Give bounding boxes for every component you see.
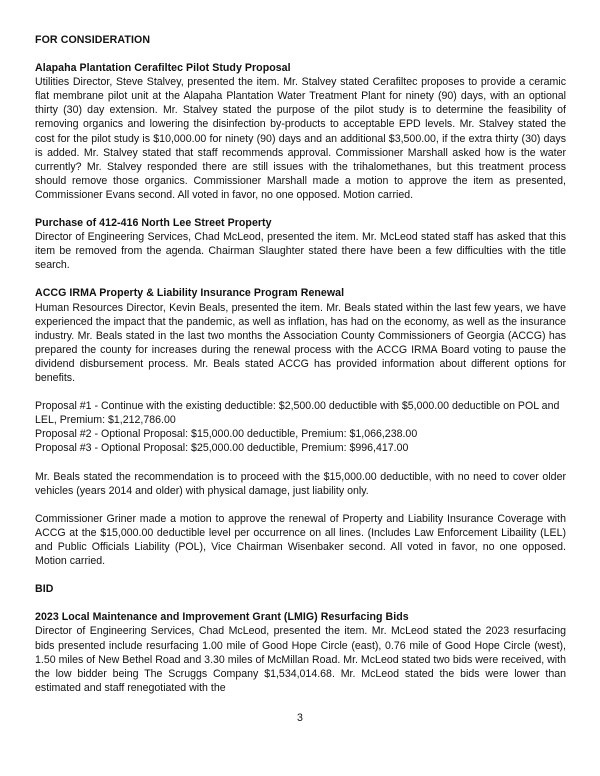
item-body-accg-irma-renewal: Human Resources Director, Kevin Beals, presented the item. Mr. Beals stated within the last few years, we have experienced the impact that the pandemic, as well as inflation, has had on the economy, as well as the insurance industry. Mr. Beals stated in the last two months the Association County Commissioners of Georgia (ACCG) has prepared the county for increases during the renewal process with the ACCG IRMA Board voting to pause the dividend disbursement process. Mr. Beals stated ACCG has provided information about different options for benefits. xyxy=(35,301,566,384)
section-heading-bid: BID xyxy=(35,583,54,596)
spacer xyxy=(35,456,566,470)
spacer xyxy=(35,272,566,286)
accg-irma-motion: Commissioner Griner made a motion to approve the renewal of Property and Liability Insurance Coverage with ACCG at the $15,000.00 deductible level per occurrence on all lines. (Includes Law Enforcement Libaility (LEL) and Public Officials Liability (POL), Vice Chairman Wisenbaker second. All voted in favor, no one opposed. Motion carried. xyxy=(35,512,566,568)
item-body-north-lee-street-property: Director of Engineering Services, Chad McLeod, presented the item. Mr. McLeod stated staff has asked that this item be removed from the agenda. Chairman Slaughter stated there have been a few difficulties with the title search. xyxy=(35,231,566,272)
item-body-alapaha-cerafiltec: Utilities Director, Steve Stalvey, presented the item. Mr. Stalvey stated Cerafiltec proposes to provide a ceramic flat membrane pilot unit at the Alapaha Plantation Water Treatment Plant for ninety (90) days, with an optional thirty (30) day extension. Mr. Stalvey stated the purpose of the pilot study is to determine the feasibility of removing organics and lowering the disinfection by-products to acceptable EPD levels. Mr. Stalvey stated the cost for the pilot study is $10,000.00 for ninety (90) days and an additional $3,500.00, if the extra thirty (30) days is added. Mr. Stalvey stated that staff recommends approval. Commissioner Marshall asked how is the water currently? Mr. Stalvey responded there are still issues with the trihalomethanes, but this treatment process should remove those organics. Commissioner Marshall made a motion to approve the item as presented, Commissioner Evans second. All voted in favor, no one opposed. Motion carried. xyxy=(35,76,566,201)
spacer xyxy=(35,385,566,399)
accg-irma-recommendation: Mr. Beals stated the recommendation is to proceed with the $15,000.00 deductible, with no need to cover older vehicles (years 2014 and older) with physical damage, just liability only. xyxy=(35,470,566,497)
page-content xyxy=(35,33,566,695)
proposal-line-3: Proposal #3 - Optional Proposal: $25,000.00 deductible, Premium: $996,417.00 xyxy=(35,442,409,455)
spacer xyxy=(35,596,566,610)
spacer xyxy=(35,47,566,61)
item-heading-north-lee-street-property: Purchase of 412-416 North Lee Street Property xyxy=(35,217,272,230)
spacer xyxy=(35,202,566,216)
section-heading-for-consideration: FOR CONSIDERATION xyxy=(35,34,151,46)
spacer xyxy=(35,568,566,582)
item-heading-lmig-resurfacing-bids: 2023 Local Maintenance and Improvement Grant (LMIG) Resurfacing Bids xyxy=(35,611,409,624)
proposal-line-2: Proposal #2 - Optional Proposal: $15,000.00 deductible, Premium: $1,066,238.00 xyxy=(35,428,418,441)
item-heading-alapaha-cerafiltec: Alapaha Plantation Cerafiltec Pilot Study Proposal xyxy=(35,62,291,75)
item-body-lmig-resurfacing-bids: Director of Engineering Services, Chad McLeod, presented the item. Mr. McLeod stated the 2023 resurfacing bids presented include resurfacing 1.00 mile of Good Hope Circle (east), 0.76 mile of Good Hope Circle (west), 1.50 miles of New Bethel Road and 3.30 miles of McMillan Road. Mr. McLeod stated two bids were received, with the low bidder being The Scruggs Company $1,534,014.68. Mr. McLeod stated the bids were lower than estimated and staff renegotiated with the xyxy=(35,625,566,694)
proposal-line-1: Proposal #1 - Continue with the existing deductible: $2,500.00 deductible with $5,000.00 deductible on POL and LEL, Premium: $1,212,786.00 xyxy=(35,400,560,427)
page-number: 3 xyxy=(297,712,303,724)
item-heading-accg-irma-renewal: ACCG IRMA Property & Liability Insurance Program Renewal xyxy=(35,287,345,300)
spacer xyxy=(35,498,566,512)
